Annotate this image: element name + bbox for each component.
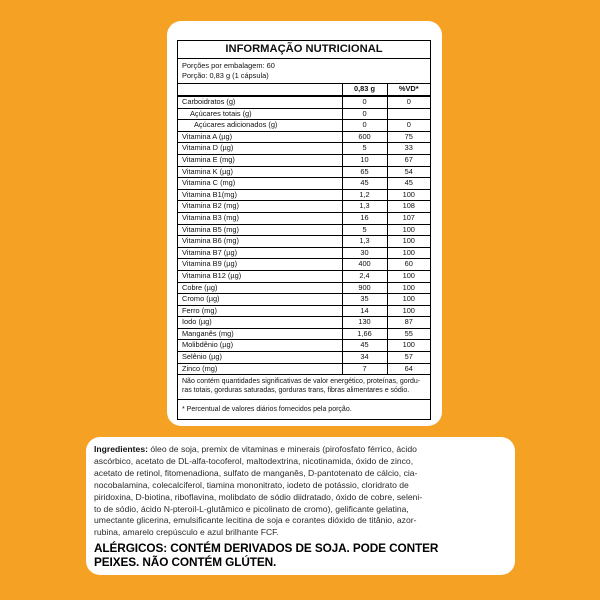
- ingredients-line: ascórbico, acetato de DL-alfa-tocoferol, maltodextrina, nicotinamida, óxido de zinco,: [94, 455, 414, 466]
- ingredients-line: acetato de retinol, fitomenadiona, sulfato de manganês, D-pantotenato de cálcio, cia-: [94, 467, 418, 478]
- nutrient-row: [178, 259, 430, 271]
- nutrient-name: Vitamina D (µg): [178, 143, 342, 155]
- nutrient-row: [178, 270, 430, 282]
- nutrient-row: [178, 282, 430, 294]
- nutrient-vd: 0: [387, 120, 430, 132]
- nutrient-row: [178, 212, 430, 224]
- nutrient-row: [178, 96, 430, 108]
- nutrient-amount: 900: [342, 282, 387, 294]
- nutrient-row: [178, 201, 430, 213]
- nutrient-row: [178, 328, 430, 340]
- nutrient-amount: 0: [342, 120, 387, 132]
- ingredients-text: [94, 444, 506, 539]
- nutrient-name: Vitamina B1(mg): [178, 189, 342, 201]
- nutrient-vd: 87: [387, 317, 430, 329]
- nutrient-name: Zinco (mg): [178, 363, 342, 375]
- nutrient-vd: 67: [387, 154, 430, 166]
- nutrient-name: Vitamina C (mg): [178, 178, 342, 190]
- nutrient-amount: 45: [342, 178, 387, 190]
- nutrient-row: [178, 317, 430, 329]
- nutrient-row: [178, 143, 430, 155]
- nutrient-vd: [387, 108, 430, 120]
- nutrient-row: [178, 166, 430, 178]
- serving-info: [178, 59, 430, 80]
- nutrient-vd: 55: [387, 328, 430, 340]
- nutrient-amount: 130: [342, 317, 387, 329]
- note-line: ras totais, gorduras saturadas, gorduras trans, fibras alimentares e sódio.: [182, 387, 410, 395]
- nutrient-vd: 100: [387, 270, 430, 282]
- nutrient-vd: 57: [387, 352, 430, 364]
- nutrient-amount: 5: [342, 224, 387, 236]
- serving-size: Porção: 0,83 g (1 cápsula): [182, 70, 269, 80]
- nutrient-amount: 7: [342, 363, 387, 375]
- nutrient-amount: 1,2: [342, 189, 387, 201]
- nutrient-amount: 65: [342, 166, 387, 178]
- nutrient-vd: 45: [387, 178, 430, 190]
- nutrient-name: Açúcares totais (g): [178, 108, 342, 120]
- nutrient-amount: 1,3: [342, 201, 387, 213]
- nutrient-row: [178, 363, 430, 375]
- nutrient-row: [178, 340, 430, 352]
- nutrient-row: [178, 154, 430, 166]
- ingredients-line: to de sódio, ácido N-pteroil-L-glutâmico e picolinato de cromo), gelificante gelatina,: [94, 503, 409, 514]
- table-header-row: [178, 84, 430, 97]
- header-vd: %VD*: [387, 84, 430, 97]
- nutrient-vd: 108: [387, 201, 430, 213]
- nutrient-row: [178, 294, 430, 306]
- nutrient-amount: 0: [342, 96, 387, 108]
- ingredients-line: [94, 444, 506, 456]
- nutrient-amount: 14: [342, 305, 387, 317]
- nutrient-name: Vitamina B3 (mg): [178, 212, 342, 224]
- nutrient-amount: 1,3: [342, 236, 387, 248]
- nutrient-name: Açúcares adicionados (g): [178, 120, 342, 132]
- nutrient-vd: 54: [387, 166, 430, 178]
- ingredients-label: Ingredientes:: [94, 444, 148, 454]
- nutrient-vd: 100: [387, 247, 430, 259]
- allergen-line: ALÉRGICOS: CONTÉM DERIVADOS DE SOJA. PODE CONTER: [94, 541, 439, 555]
- nutrient-name: Vitamina K (µg): [178, 166, 342, 178]
- nutrient-name: Vitamina A (µg): [178, 131, 342, 143]
- header-blank: [178, 84, 342, 97]
- nutrient-vd: 107: [387, 212, 430, 224]
- nutrition-note: [178, 375, 430, 399]
- nutrient-amount: 1,66: [342, 328, 387, 340]
- nutrient-amount: 2,4: [342, 270, 387, 282]
- nutrient-name: Iodo (µg): [178, 317, 342, 329]
- nutrient-amount: 35: [342, 294, 387, 306]
- ingredients-line: piridoxina, D-biotina, riboflavina, molibdato de sódio diidratado, óxido de cobre, seleni-: [94, 491, 423, 502]
- ingredients-line: rubina, amarelo crepúsculo e azul brilhante FCF.: [94, 527, 279, 538]
- nutrient-name: Vitamina B7 (µg): [178, 247, 342, 259]
- nutrient-amount: 600: [342, 131, 387, 143]
- nutrient-vd: 0: [387, 96, 430, 108]
- nutrient-row: [178, 236, 430, 248]
- nutrient-name: Manganês (mg): [178, 328, 342, 340]
- nutrient-amount: 45: [342, 340, 387, 352]
- nutrient-vd: 100: [387, 189, 430, 201]
- nutrient-vd: 100: [387, 340, 430, 352]
- nutrient-amount: 34: [342, 352, 387, 364]
- nutrient-name: Selênio (µg): [178, 352, 342, 364]
- nutrient-row: [178, 178, 430, 190]
- nutrition-title: INFORMAÇÃO NUTRICIONAL: [178, 41, 430, 59]
- nutrient-name: Vitamina E (mg): [178, 154, 342, 166]
- nutrient-amount: 30: [342, 247, 387, 259]
- note-line: Não contém quantidades significativas de valor energético, proteínas, gordu-: [182, 378, 421, 386]
- nutrition-facts-table: [177, 40, 431, 420]
- nutrient-row: [178, 224, 430, 236]
- nutrient-amount: 16: [342, 212, 387, 224]
- nutrient-row: [178, 247, 430, 259]
- nutrient-vd: 100: [387, 294, 430, 306]
- nutrient-name: Molibdênio (µg): [178, 340, 342, 352]
- nutrient-vd: 100: [387, 282, 430, 294]
- nutrient-amount: 400: [342, 259, 387, 271]
- ingredients-line: umectante glicerina, emulsificante lecitina de soja e corantes dióxido de titânio, azor-: [94, 515, 417, 526]
- nutrient-row: [178, 189, 430, 201]
- nutrient-name: Vitamina B2 (mg): [178, 201, 342, 213]
- nutrient-name: Vitamina B9 (µg): [178, 259, 342, 271]
- nutrient-vd: 100: [387, 224, 430, 236]
- nutrient-grid: [178, 83, 430, 375]
- vd-footnote: * Percentual de valores diários fornecidos pela porção.: [182, 405, 352, 413]
- nutrient-name: Ferro (mg): [178, 305, 342, 317]
- ingredients-line: nocobalamina, colecalciferol, tiamina mononitrato, iodeto de potássio, cloridrato de: [94, 479, 409, 490]
- nutrient-row: [178, 305, 430, 317]
- nutrient-row: [178, 131, 430, 143]
- nutrient-vd: 60: [387, 259, 430, 271]
- nutrient-vd: 64: [387, 363, 430, 375]
- ingredients-first-line: óleo de soja, premix de vitaminas e minerais (pirofosfato férrico, ácido: [147, 444, 417, 454]
- nutrient-name: Vitamina B6 (mg): [178, 236, 342, 248]
- nutrient-vd: 33: [387, 143, 430, 155]
- nutrient-row: [178, 120, 430, 132]
- nutrient-name: Carboidratos (g): [178, 96, 342, 108]
- servings-per-pack: Porções por embalagem: 60: [182, 61, 275, 70]
- nutrient-name: Cobre (µg): [178, 282, 342, 294]
- nutrient-amount: 0: [342, 108, 387, 120]
- nutrient-name: Vitamina B12 (µg): [178, 270, 342, 282]
- allergen-line: PEIXES. NÃO CONTÉM GLÚTEN.: [94, 555, 277, 569]
- nutrient-amount: 10: [342, 154, 387, 166]
- nutrient-vd: 75: [387, 131, 430, 143]
- allergen-warning: [94, 541, 506, 569]
- nutrient-vd: 100: [387, 236, 430, 248]
- header-amount: 0,83 g: [342, 84, 387, 97]
- nutrient-row: [178, 352, 430, 364]
- nutrient-row: [178, 108, 430, 120]
- nutrient-vd: 100: [387, 305, 430, 317]
- nutrient-name: Vitamina B5 (mg): [178, 224, 342, 236]
- nutrient-amount: 5: [342, 143, 387, 155]
- nutrient-name: Cromo (µg): [178, 294, 342, 306]
